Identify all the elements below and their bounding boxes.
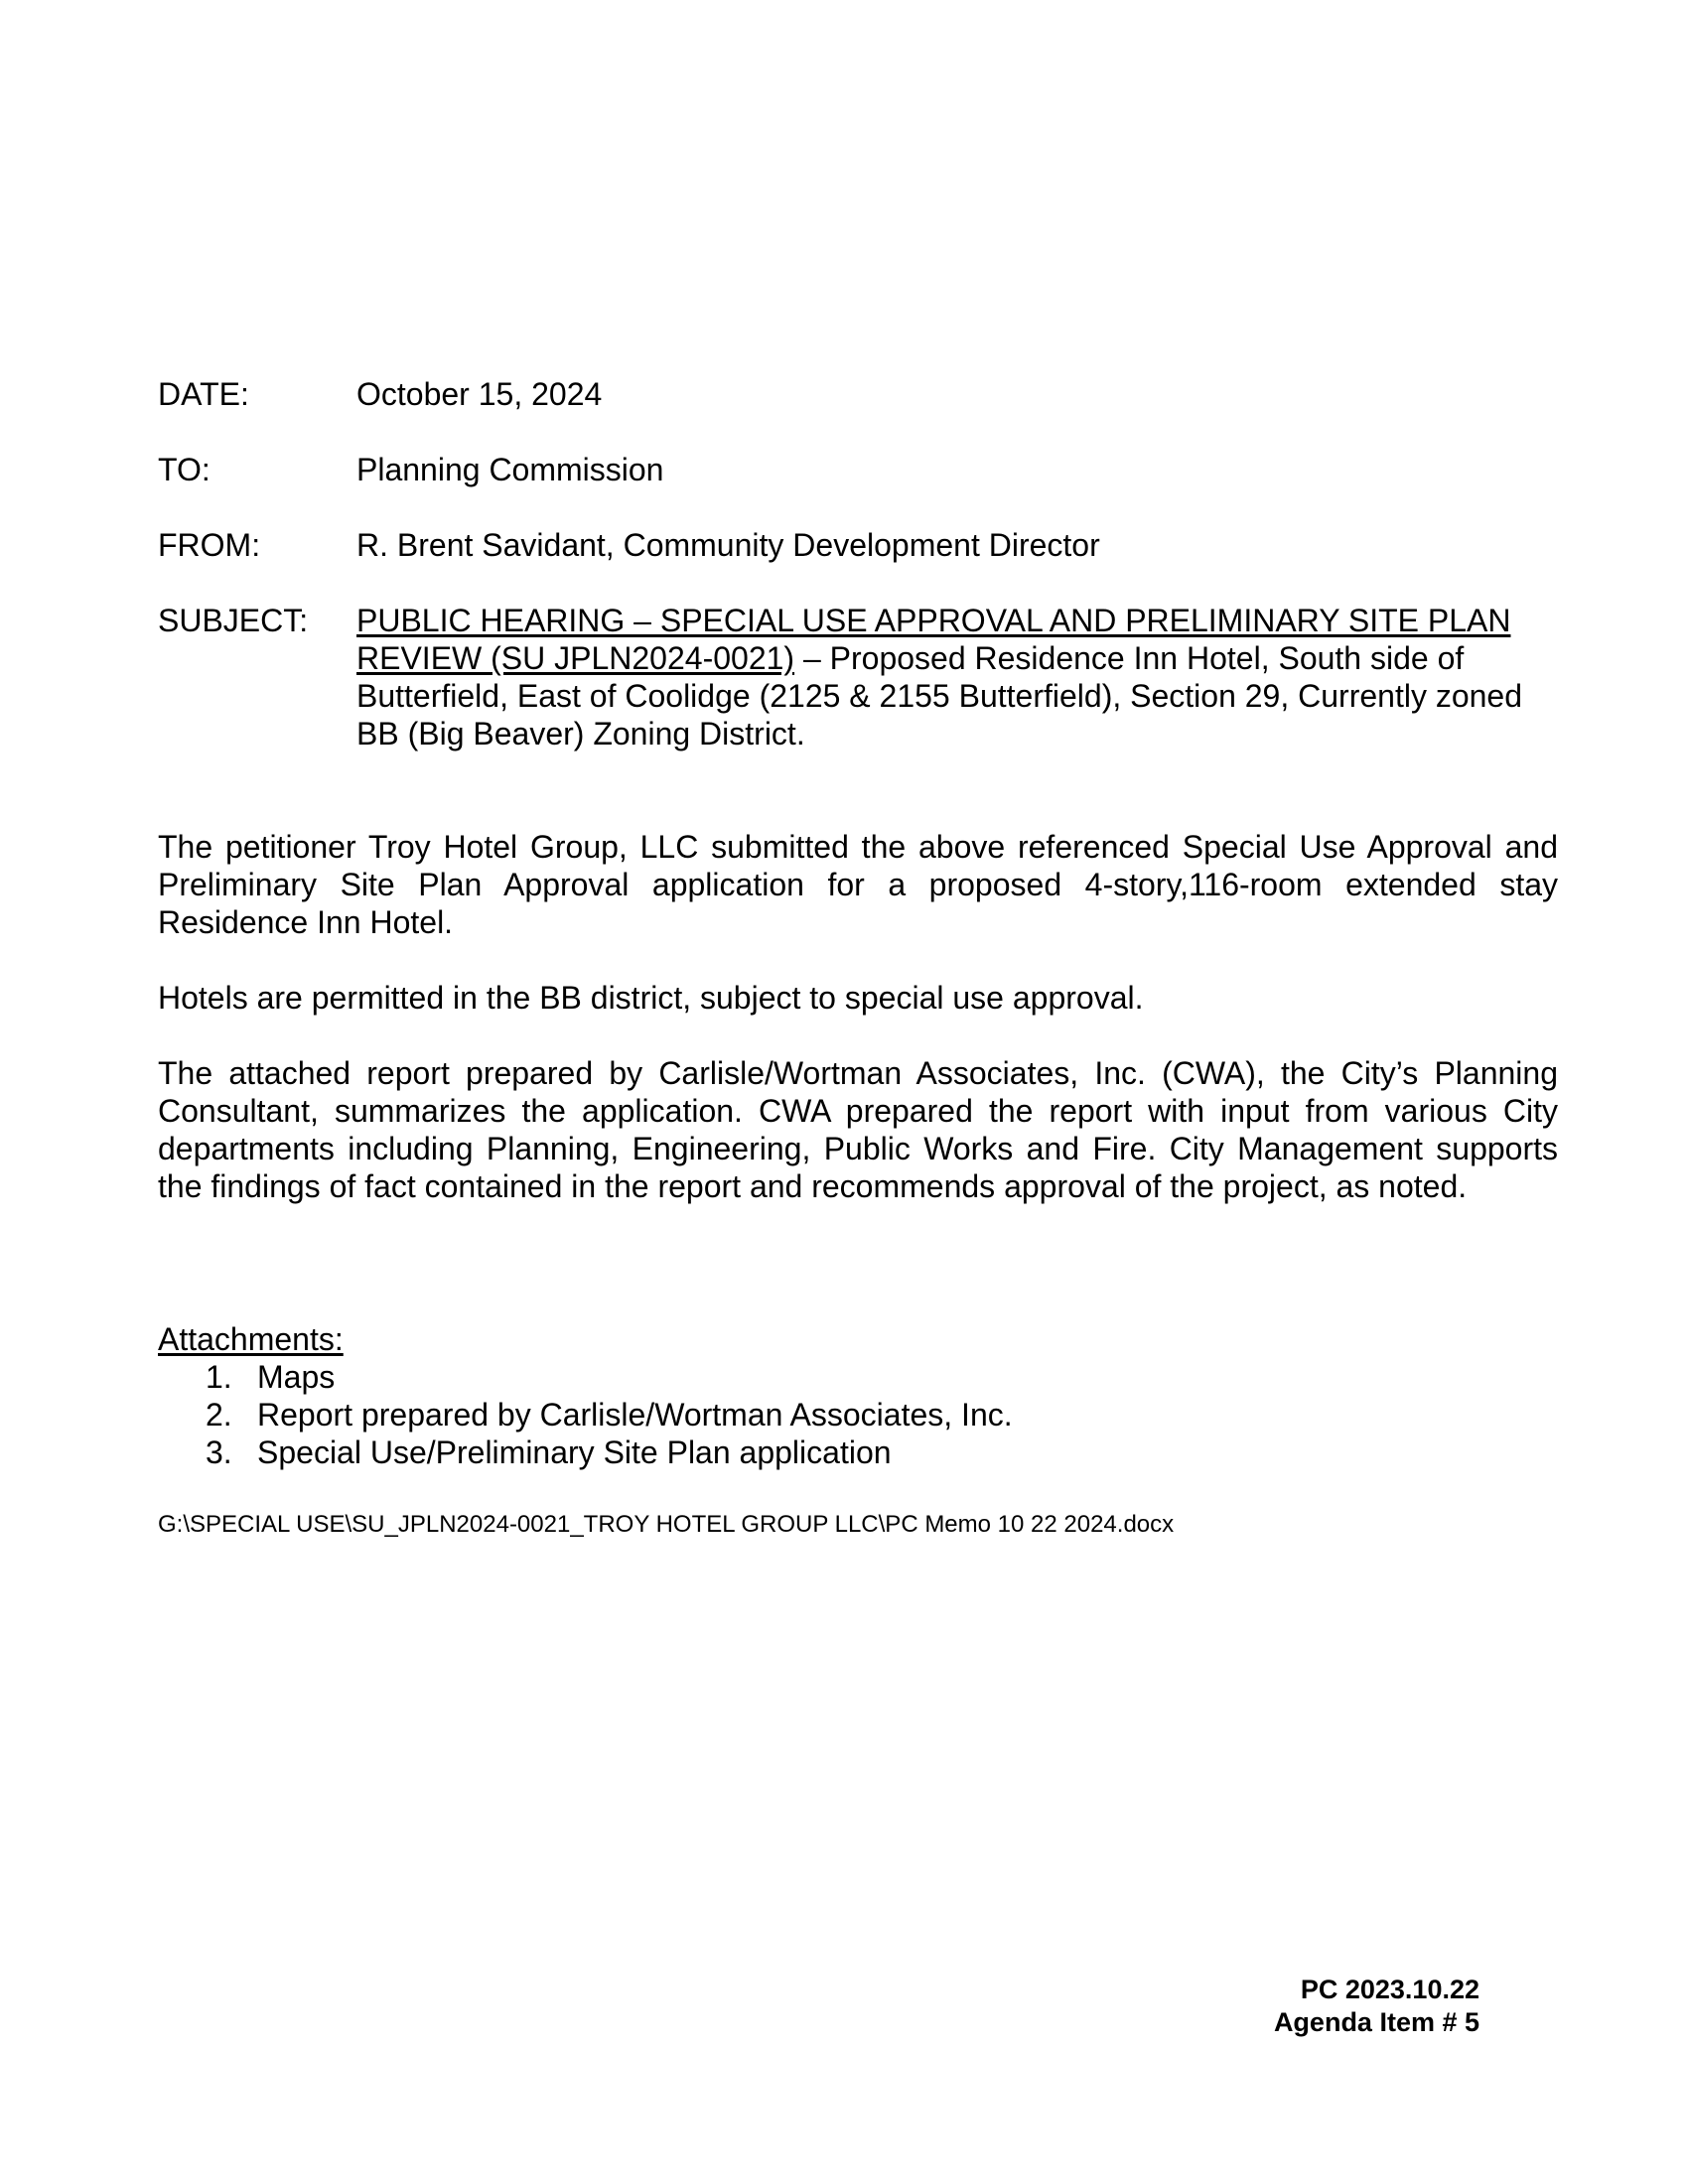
document-file-path: G:\SPECIAL USE\SU_JPLN2024-0021_TROY HOTEL GROUP LLC\PC Memo 10 22 2024.docx <box>158 1511 1175 1538</box>
footer-agenda-item: Agenda Item # 5 <box>1273 2007 1479 2037</box>
attachment-number: 1. <box>206 1359 232 1395</box>
attachment-item <box>158 1433 1013 1471</box>
body-paragraph-report: The attached report prepared by Carlisle/Wortman Associates, Inc. (CWA), the City’s Planning Consultant, summarizes the application. CWA prepared the report with input from various City departments including Planning, Engineering, Public Works and Fire. City Management supports the findings of fact contained in the report and recommends approval of the project, as noted. <box>158 1055 1558 1204</box>
attachments-list <box>158 1358 1013 1471</box>
from-label: FROM: <box>158 527 261 563</box>
from-value: R. Brent Savidant, Community Development Director <box>356 527 1100 563</box>
attachment-text: Maps <box>257 1359 336 1395</box>
subject-hearing-title: PUBLIC HEARING – SPECIAL USE APPROVAL AND PRELIMINARY SITE PLAN REVIEW (SU JPLN2024-0021) <box>356 603 1511 676</box>
attachment-number: 3. <box>206 1434 232 1470</box>
subject-label: SUBJECT: <box>158 603 309 638</box>
footer-meeting-code: PC 2023.10.22 <box>1300 1975 1479 2004</box>
attachment-item <box>158 1396 1013 1433</box>
attachment-text: Report prepared by Carlisle/Wortman Associates, Inc. <box>257 1397 1013 1433</box>
body-paragraph-petition: The petitioner Troy Hotel Group, LLC submitted the above referenced Special Use Approval and Preliminary Site Plan Approval application for a proposed 4-story,116-room extended stay Residence Inn Hotel. <box>158 829 1558 940</box>
to-value: Planning Commission <box>356 452 664 487</box>
attachment-number: 2. <box>206 1397 232 1433</box>
agenda-footer <box>1274 1974 1479 2039</box>
to-label: TO: <box>158 452 211 487</box>
body-paragraph-permitted: Hotels are permitted in the BB district, subject to special use approval. <box>158 980 1144 1016</box>
subject-description: – Proposed Residence Inn Hotel, South side of Butterfield, East of Coolidge (2125 & 2155 Butterfield), Section 29, Currently zoned BB (Big Beaver) Zoning District. <box>356 640 1523 751</box>
subject-value <box>356 602 1548 752</box>
attachments-heading: Attachments: <box>158 1321 344 1357</box>
date-value: October 15, 2024 <box>356 376 603 412</box>
attachment-text: Special Use/Preliminary Site Plan application <box>257 1434 892 1470</box>
date-label: DATE: <box>158 376 249 412</box>
attachment-item <box>158 1358 1013 1396</box>
